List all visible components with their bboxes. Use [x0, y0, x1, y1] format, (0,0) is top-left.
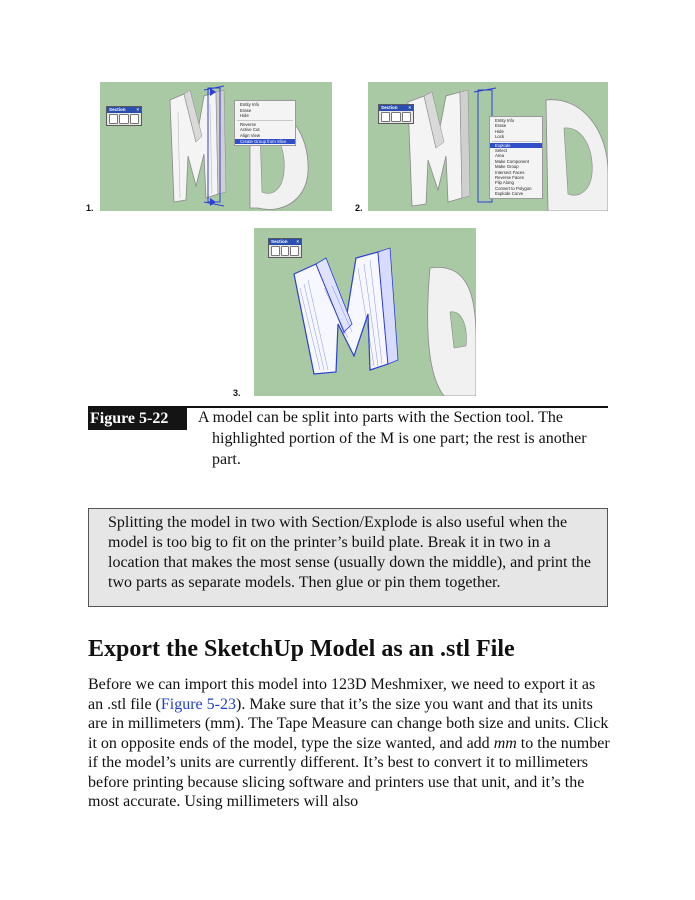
- display-section-cut-icon: [402, 112, 411, 122]
- body-paragraph: [88, 675, 610, 812]
- section-plane-icon: [271, 246, 280, 256]
- menu-item-entity-info: Entity Info: [495, 118, 515, 123]
- section-plane-icon: [381, 112, 390, 122]
- context-menu-1: [234, 100, 296, 146]
- section-toolbar-title: Section ×: [381, 105, 411, 110]
- menu-item-select: Select: [495, 148, 507, 154]
- screenshot-panel-2: [368, 82, 608, 211]
- menu-separator: [237, 120, 293, 121]
- letters-m-o-render-1: [100, 82, 332, 211]
- screenshot-panel-3: [254, 228, 476, 396]
- body-text-part3: to the number if the model’s units are currently different. It’s best to convert it to millimeters before printing because slicing software and printers use that unit, and it’s the most accurate. Using millimeters will also: [88, 734, 610, 810]
- figure-reference-link[interactable]: Figure 5-23: [160, 695, 236, 713]
- panel-number-1: 1.: [86, 203, 94, 213]
- menu-item-erase: Erase: [240, 107, 252, 113]
- section-toolbar-title: Section ×: [109, 107, 139, 112]
- letters-m-o-render-2: [368, 82, 608, 211]
- menu-item-create-group-from-slice: Create Group from Slice: [235, 139, 295, 145]
- display-section-planes-icon: [391, 112, 400, 122]
- menu-item-convert-to-polygon: Convert to Polygon: [495, 185, 532, 191]
- menu-item-align-view: Align View: [240, 132, 260, 138]
- figure-label: Figure 5-22: [88, 408, 187, 430]
- display-section-planes-icon: [119, 114, 128, 124]
- menu-item-active-cut: Active Cut: [240, 127, 260, 133]
- menu-item-hide: Hide: [240, 113, 249, 119]
- menu-item-entity-info: Entity Info: [240, 102, 260, 107]
- menu-item-explode: Explode: [490, 143, 542, 148]
- menu-item-reverse-faces: Reverse Faces: [495, 175, 524, 181]
- menu-item-reverse: Reverse: [240, 121, 257, 127]
- context-menu-2: [489, 116, 543, 199]
- menu-separator: [492, 141, 540, 142]
- screenshot-panel-1: [100, 82, 332, 211]
- menu-item-make-group: Make Group: [495, 164, 519, 170]
- section-toolbar: [106, 106, 142, 126]
- panel-number-2: 2.: [355, 203, 363, 213]
- menu-item-make-component: Make Component: [495, 158, 529, 164]
- figure-caption-rest: highlighted portion of the M is one part; the rest is another part.: [212, 430, 587, 468]
- menu-item-hide: Hide: [495, 128, 504, 134]
- panel-number-3: 3.: [233, 388, 241, 398]
- menu-item-area: Area: [495, 153, 505, 159]
- body-text-part2: ). Make sure that it’s the size you want and that its units are in millimeters (mm). The Tape Measure can change both size and units. Click it on opposite ends of the model, type the size wanted, and add: [88, 695, 609, 752]
- menu-item-intersect-faces: Intersect Faces: [495, 169, 525, 175]
- display-section-cut-icon: [130, 114, 139, 124]
- section-toolbar-2: [378, 104, 414, 124]
- menu-item-erase: Erase: [495, 123, 507, 129]
- menu-item-explode-curve: Explode Curve: [495, 191, 524, 197]
- display-section-planes-icon: [281, 246, 290, 256]
- figure-caption: [198, 407, 606, 470]
- body-emphasis-mm: mm: [493, 734, 517, 752]
- figure-caption-line1: A model can be split into parts with the Section tool. The: [198, 409, 563, 426]
- note-box: [88, 508, 608, 607]
- menu-item-flip-along: Flip Along: [495, 180, 514, 186]
- section-toolbar-3: [268, 238, 302, 258]
- body-text-part1: Before we can import this model into 123D Meshmixer, we need to export it as an .stl file (: [88, 676, 596, 713]
- menu-item-lock: Lock: [495, 134, 505, 140]
- section-toolbar-title: Section ×: [271, 239, 299, 244]
- note-text: Splitting the model in two with Section/Explode is also useful when the model is too big to fit on the printer’s build plate. Break it in two in a location that makes the most sense (usually down the middle), and print the two parts as separate models. Then glue or pin them together.: [108, 514, 592, 591]
- section-heading: Export the SketchUp Model as an .stl File: [88, 636, 515, 662]
- display-section-cut-icon: [290, 246, 299, 256]
- section-plane-icon: [109, 114, 118, 124]
